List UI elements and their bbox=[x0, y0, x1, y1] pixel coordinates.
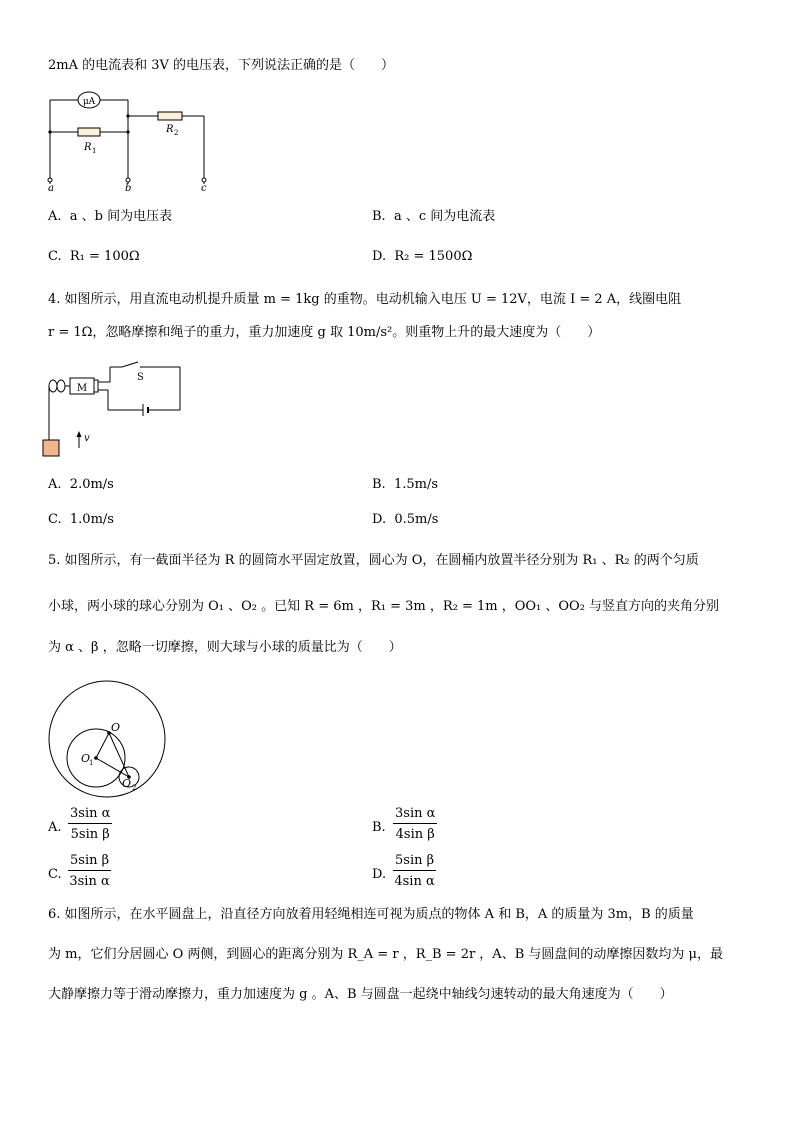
terminal-c-label: c bbox=[201, 183, 207, 194]
q5-stem-line-3: 为 α 、β ，忽略一切摩擦，则大球与小球的质量比为（ ） bbox=[48, 640, 402, 655]
option-label: A. bbox=[48, 477, 62, 492]
q4-option-a bbox=[48, 477, 114, 493]
center-o1-sub: 1 bbox=[89, 759, 94, 767]
option-text: a 、c 间为电流表 bbox=[393, 209, 496, 224]
center-o-label: O bbox=[111, 721, 121, 734]
cylinder-outline bbox=[49, 681, 165, 797]
center-o2-label: O bbox=[122, 777, 132, 790]
junction-dot bbox=[126, 114, 129, 117]
q3-option-c bbox=[48, 249, 140, 265]
q4-stem-line-1: 4. 如图所示，用直流电动机提升质量 m = 1kg 的重物。电动机输入电压 U = 12V，电流 I = 2 A，线圈电阻 bbox=[48, 292, 682, 307]
resistor-r2 bbox=[158, 112, 182, 120]
q4-option-b bbox=[372, 477, 438, 493]
numerator: 5sin β bbox=[68, 853, 111, 871]
q4-option-d bbox=[372, 512, 438, 528]
q5-option-b-fraction bbox=[393, 806, 437, 842]
meter-label: μA bbox=[82, 97, 96, 107]
denominator: 5sin β bbox=[70, 827, 110, 842]
switch-label: S bbox=[137, 372, 144, 383]
option-label: D. bbox=[372, 512, 387, 527]
numerator: 3sin α bbox=[393, 806, 437, 824]
option-label: D. bbox=[372, 249, 387, 264]
motor-label: M bbox=[76, 383, 88, 394]
q4-option-c bbox=[48, 512, 114, 528]
option-text: R₂ = 1500Ω bbox=[394, 249, 473, 264]
q5-stem-line-1: 5. 如图所示，有一截面半径为 R 的圆筒水平固定放置，圆心为 O，在圆桶内放置半径分别为 R₁ 、R₂ 的两个匀质 bbox=[48, 553, 699, 568]
junction-dot bbox=[126, 130, 129, 133]
option-text: 0.5m/s bbox=[394, 512, 439, 527]
terminal-c bbox=[202, 178, 206, 182]
arrow-up-icon bbox=[77, 431, 82, 437]
q6-stem-line-3: 大静摩擦力等于滑动摩擦力，重力加速度为 g 。A、B 与圆盘一起绕中轴线匀速转动的最大角速度为（ ） bbox=[48, 987, 673, 1002]
q3-stem-tail: 2mA 的电流表和 3V 的电压表，下列说法正确的是（ ） bbox=[48, 58, 395, 73]
weight-block bbox=[43, 440, 59, 456]
r2-sub: 2 bbox=[174, 129, 179, 137]
r1-sub: 1 bbox=[92, 147, 97, 155]
q6-stem-line-2: 为 m，它们分居圆心 O 两侧，到圆心的距离分别为 R_A = r ，R_B = 2r ，A、B 与圆盘间的动摩擦因数均为 μ，最 bbox=[48, 947, 723, 962]
resistor-r1 bbox=[78, 128, 100, 136]
option-text: a 、b 间为电压表 bbox=[69, 209, 173, 224]
q4-stem-line-2: r = 1Ω，忽略摩擦和绳子的重力，重力加速度 g 取 10m/s²。则重物上升的最大速度为（ ） bbox=[48, 325, 601, 340]
q5-option-a-label: A. bbox=[48, 820, 62, 835]
q4-motor-diagram bbox=[42, 360, 192, 460]
terminal-b bbox=[126, 178, 130, 182]
q3-option-d bbox=[372, 249, 472, 265]
q3-option-a bbox=[48, 209, 172, 225]
option-label: A. bbox=[48, 209, 62, 224]
terminal-a bbox=[48, 178, 52, 182]
option-label: C. bbox=[48, 512, 62, 527]
numerator: 5sin β bbox=[393, 853, 436, 871]
option-text: R₁ = 100Ω bbox=[69, 249, 140, 264]
junction-dot bbox=[48, 130, 51, 133]
option-text: 2.0m/s bbox=[69, 477, 114, 492]
option-label: C. bbox=[48, 249, 62, 264]
numerator: 3sin α bbox=[68, 806, 112, 824]
q5-stem-line-2: 小球，两小球的球心分别为 O₁ 、O₂ 。已知 R = 6m ，R₁ = 3m ，R₂ = 1m ，OO₁ 、OO₂ 与竖直方向的夹角分别 bbox=[48, 599, 720, 614]
velocity-label: v bbox=[84, 433, 90, 444]
q3-circuit-diagram bbox=[40, 84, 220, 194]
option-label: B. bbox=[372, 477, 386, 492]
q5-option-c-fraction bbox=[68, 853, 111, 889]
q3-option-b bbox=[372, 209, 495, 225]
center-o1-label: O bbox=[81, 752, 91, 765]
option-text: 1.0m/s bbox=[69, 512, 114, 527]
denominator: 3sin α bbox=[69, 874, 110, 889]
r1-label: R bbox=[84, 142, 92, 153]
terminal-b-label: b bbox=[125, 183, 132, 194]
q5-option-c-label: C. bbox=[48, 867, 62, 882]
denominator: 4sin β bbox=[395, 827, 435, 842]
terminal-a-label: a bbox=[48, 183, 54, 194]
q5-cylinder-diagram bbox=[44, 685, 174, 795]
q5-option-d-fraction bbox=[393, 853, 436, 889]
center-o2-sub: 2 bbox=[132, 784, 137, 792]
q5-option-d-label: D. bbox=[372, 867, 387, 882]
q5-option-a-fraction bbox=[68, 806, 112, 842]
denominator: 4sin α bbox=[394, 874, 435, 889]
q6-stem-line-1: 6. 如图所示，在水平圆盘上，沿直径方向放着用轻绳相连可视为质点的物体 A 和 B，A 的质量为 3m，B 的质量 bbox=[48, 907, 694, 922]
option-label: B. bbox=[372, 209, 386, 224]
option-text: 1.5m/s bbox=[393, 477, 439, 492]
r2-label: R bbox=[166, 124, 174, 135]
q5-option-b-label: B. bbox=[372, 820, 386, 835]
